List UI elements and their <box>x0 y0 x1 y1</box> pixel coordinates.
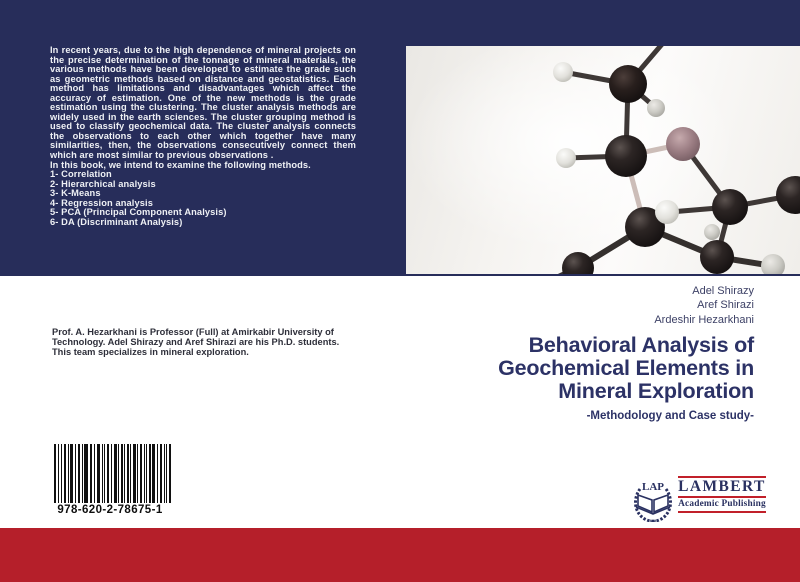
methods-intro: In this book, we intend to examine the following methods. <box>50 159 311 170</box>
method-item: 4- Regression analysis <box>50 197 153 208</box>
publisher-tagline: Academic Publishing <box>678 499 766 509</box>
method-item: 2- Hierarchical analysis <box>50 178 156 189</box>
synopsis-paragraph: In recent years, due to the high dependence of mineral projects on the precise determination of the tonnage of mineral materials, the various methods have been developed to estimate the grade such as geometric methods based on distance and geostatistics. Each method has limitations and disadvantages which affect the accuracy of estimation. One of the new methods is the grade estimation using the clustering. The cluster analysis methods are widely used in the earth sciences. The cluster grouping method is used to classify geochemical data. The cluster analysis connects the observations to each other which together have many similarities, then, the observations consecutively connect them which are most similar to previous observations . <box>50 45 356 161</box>
title-line: Geochemical Elements in <box>498 356 754 381</box>
logo-rule-bottom <box>678 511 766 513</box>
title-line: Behavioral Analysis of <box>528 333 754 357</box>
isbn-barcode <box>54 444 171 503</box>
book-subtitle: -Methodology and Case study- <box>586 410 754 422</box>
book-title <box>498 334 754 404</box>
publisher-wordmark <box>678 476 766 514</box>
method-item: 5- PCA (Principal Component Analysis) <box>50 207 227 218</box>
lap-wreath-icon <box>631 476 675 522</box>
author-name: Adel Shirazy <box>692 285 754 297</box>
method-item: 3- K-Means <box>50 188 101 199</box>
red-bottom-band <box>0 528 800 582</box>
barcode-bars <box>54 444 171 503</box>
method-item: 6- DA (Discriminant Analysis) <box>50 216 183 227</box>
method-item: 1- Correlation <box>50 169 112 180</box>
open-book-icon <box>636 495 670 514</box>
author-names <box>654 284 754 327</box>
isbn-number: 978-620-2-78675-1 <box>57 504 163 516</box>
back-cover-text-block <box>50 46 356 227</box>
molecule-illustration <box>406 46 800 274</box>
logo-rule-middle <box>678 496 766 498</box>
author-bio: Prof. A. Hezarkhani is Professor (Full) at Amirkabir University of Technology. Adel Shirazy and Aref Shirazi are his Ph.D. students. This team specializes in mineral exploration. <box>52 327 340 357</box>
molecule-photo <box>406 46 800 276</box>
author-name: Ardeshir Hezarkhani <box>654 313 754 326</box>
title-line: Mineral Exploration <box>558 379 754 404</box>
author-name: Aref Shirazi <box>697 299 754 312</box>
molecule-bonds <box>552 46 795 274</box>
publisher-name: LAMBERT <box>678 478 766 495</box>
publisher-logo <box>631 476 766 522</box>
lap-initials: LAP <box>642 481 664 493</box>
